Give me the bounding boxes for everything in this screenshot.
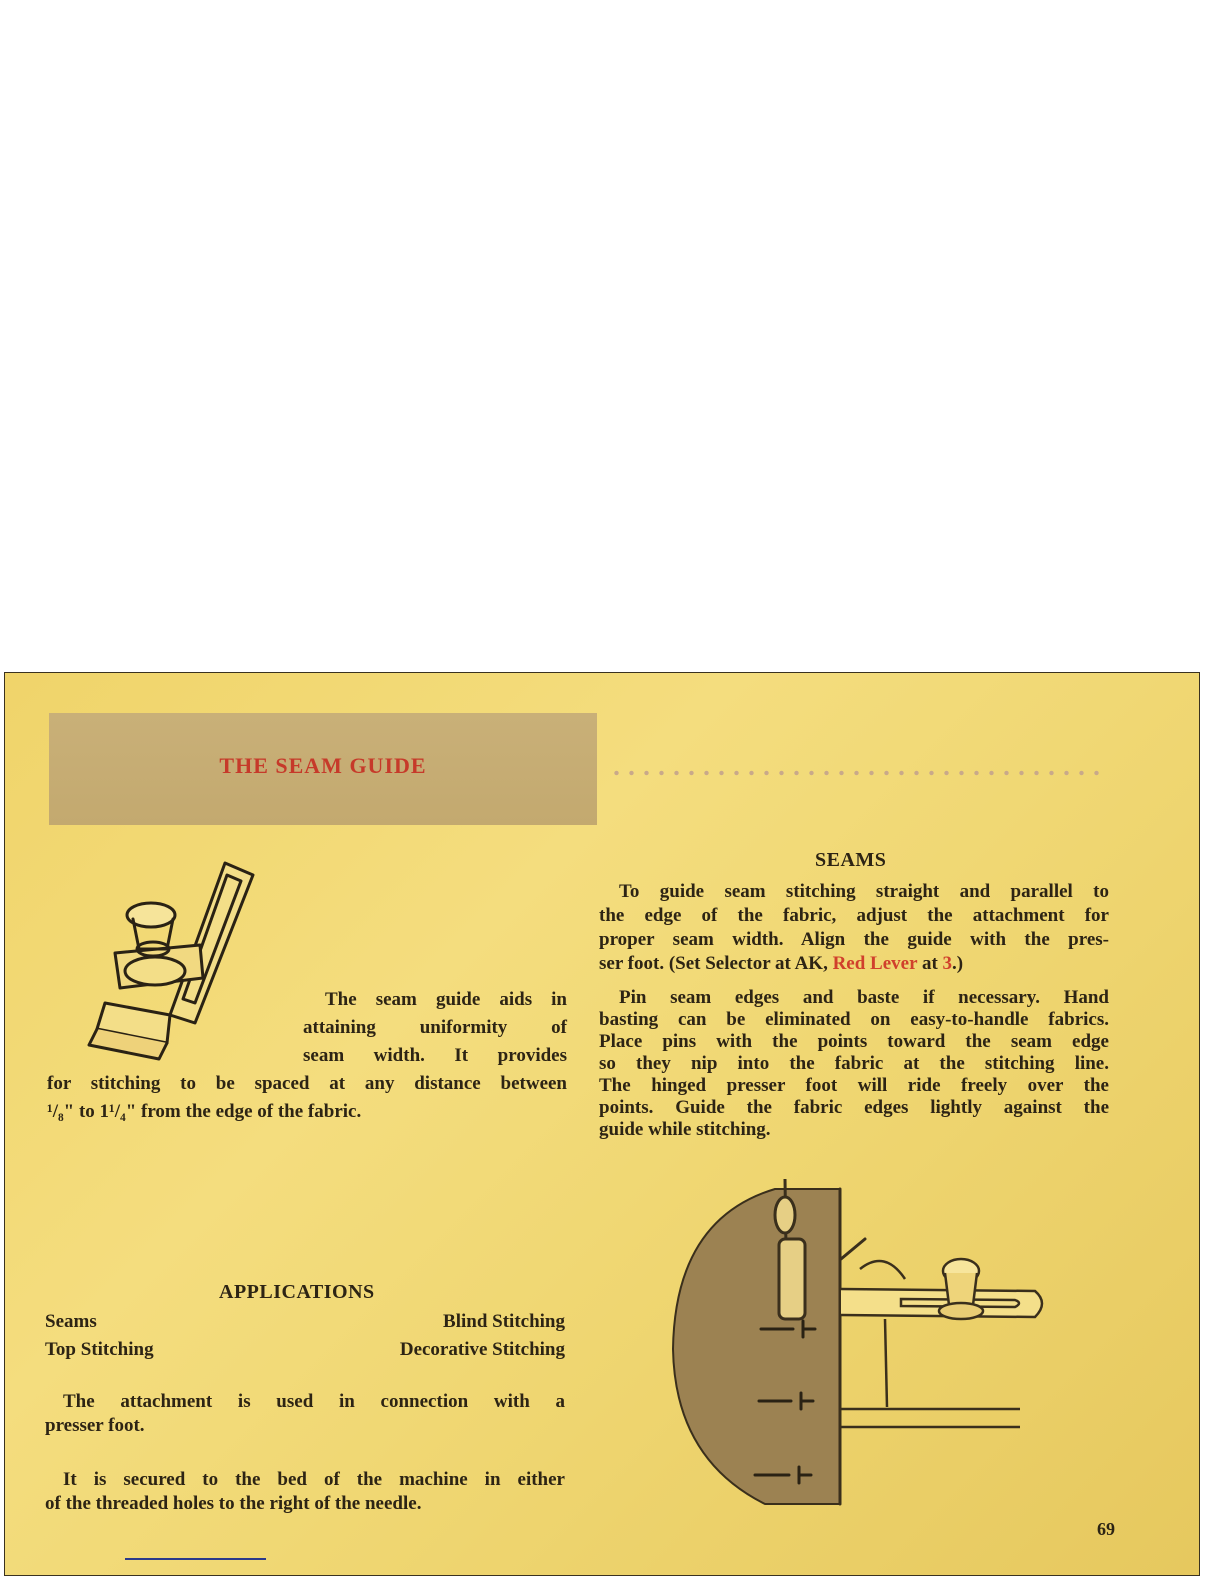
underline-mark <box>125 1558 266 1560</box>
dotted-rule <box>609 769 1109 777</box>
secured-note-line-2: of the threaded holes to the right of the needle. <box>45 1493 422 1514</box>
seams-para1-line-3: proper seam width. Align the guide with the pres- <box>599 929 1109 950</box>
seams-para2-line-2: basting can be eliminated on easy-to-handle fabrics. <box>599 1009 1109 1030</box>
seams-para1-line-2: the edge of the fabric, adjust the attachment for <box>599 905 1109 926</box>
seam-guide-illustration <box>75 853 275 1063</box>
intro-wrap-line-1: The seam guide aids in <box>325 989 567 1010</box>
seams-para1-line-1: To guide seam stitching straight and parallel to <box>619 881 1109 902</box>
application-decorative-stitching: Decorative Stitching <box>399 1339 565 1360</box>
attachment-note-line-2: presser foot. <box>45 1415 145 1436</box>
application-blind-stitching: Blind Stitching <box>443 1311 565 1332</box>
intro-full-line-2: ¹/₈" to 1¹/₄" from the edge of the fabric. <box>47 1101 362 1122</box>
secured-note-line-1: It is secured to the bed of the machine in either <box>63 1469 565 1490</box>
page-number: 69 <box>1097 1519 1115 1539</box>
applications-row-1 <box>45 1311 565 1333</box>
seams-para1-line-4-end: .) <box>952 953 964 974</box>
seams-para2-line-4: so they nip into the fabric at the stitching line. <box>599 1053 1109 1074</box>
page-title: THE SEAM GUIDE <box>219 753 427 778</box>
seams-para1-line-4 <box>599 951 1109 977</box>
applications-row-2 <box>45 1339 565 1361</box>
seams-para2-line-3: Place pins with the points toward the seam edge <box>599 1031 1109 1052</box>
intro-wrap-line-3: seam width. It provides <box>303 1045 567 1066</box>
red-lever-setting: 3 <box>942 953 953 974</box>
application-top-stitching: Top Stitching <box>45 1339 154 1360</box>
seams-para1-line-4-prefix: ser foot. (Set Selector at AK, <box>599 953 833 974</box>
manual-page-photo <box>4 672 1200 1576</box>
intro-wrap-line-2: attaining uniformity of <box>303 1017 567 1038</box>
applications-heading: APPLICATIONS <box>219 1281 375 1303</box>
attachment-note-line-1: The attachment is used in connection with a <box>63 1391 565 1412</box>
seams-heading: SEAMS <box>815 849 887 871</box>
seams-para2-line-6: points. Guide the fabric edges lightly against the <box>599 1097 1109 1118</box>
seam-guide-in-use-illustration <box>665 1179 1065 1509</box>
seams-para2-line-5: The hinged presser foot will ride freely over the <box>599 1075 1109 1096</box>
red-lever-text: Red Lever <box>832 953 918 974</box>
application-seams: Seams <box>45 1311 97 1332</box>
seams-para2-line-1: Pin seam edges and baste if necessary. Hand <box>619 987 1109 1008</box>
seams-para1-line-4-mid: at <box>917 953 943 974</box>
seams-para2-line-7: guide while stitching. <box>599 1119 771 1140</box>
title-banner <box>49 713 597 825</box>
intro-full-line-1: for stitching to be spaced at any distance between <box>47 1073 567 1094</box>
